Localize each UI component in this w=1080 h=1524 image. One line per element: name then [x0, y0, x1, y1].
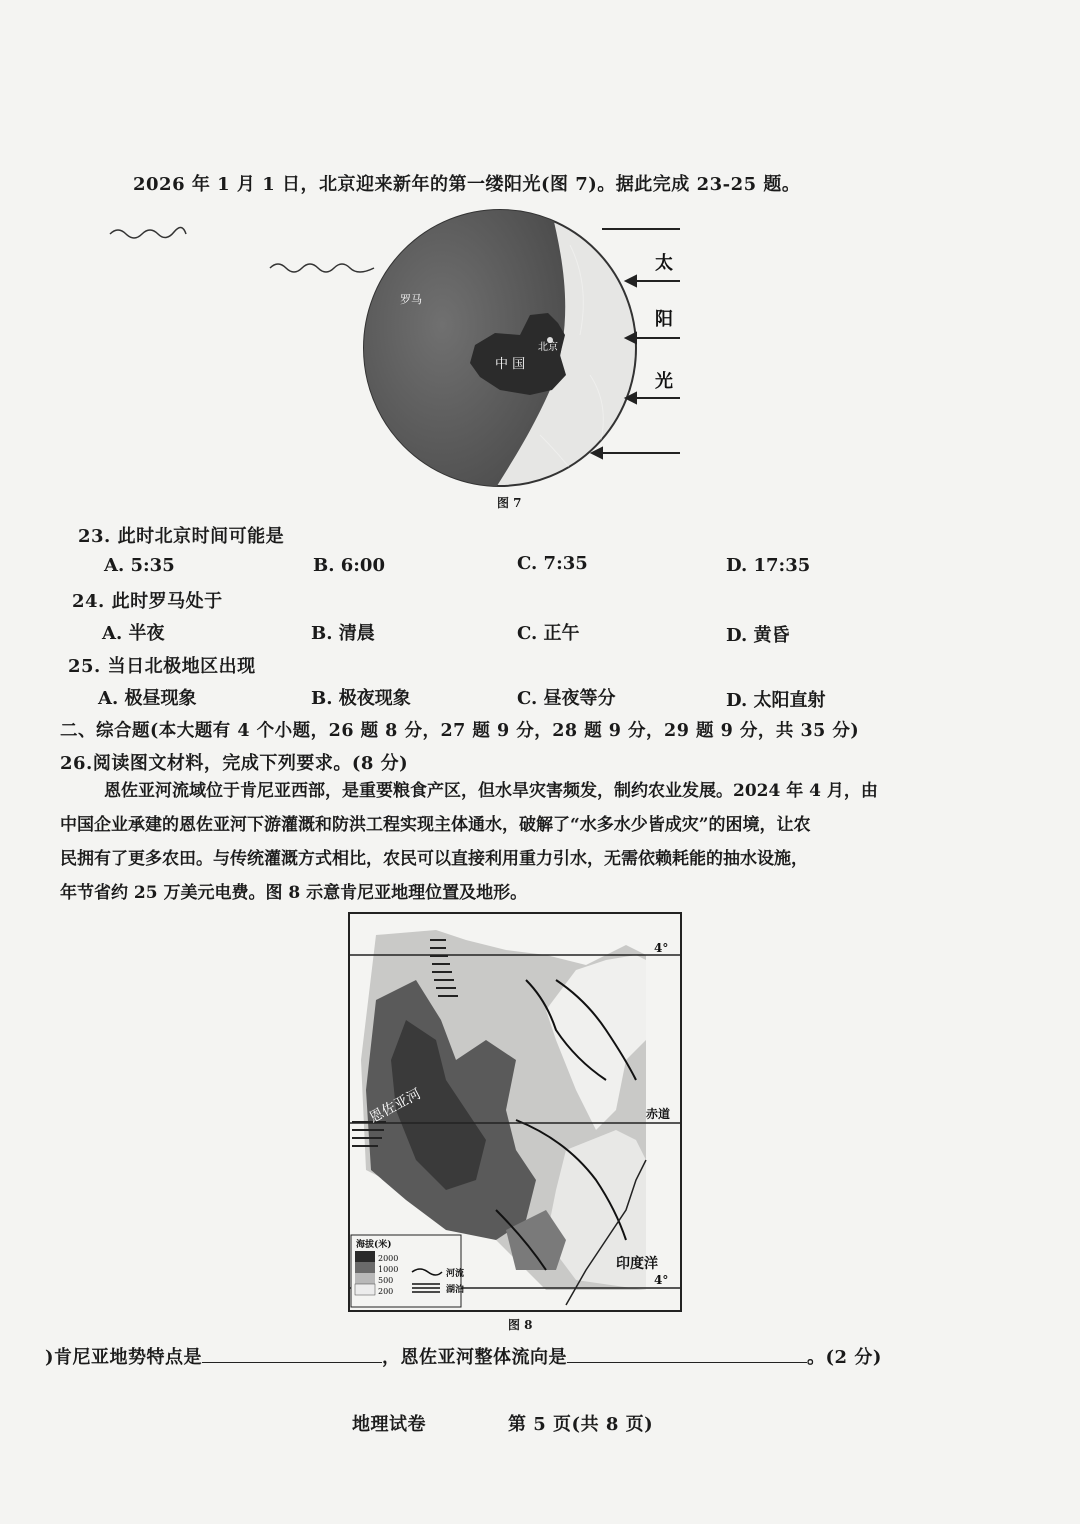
legend-river: 河流: [446, 1269, 465, 1279]
footer-page: 第 5 页(共 8 页): [508, 1414, 654, 1435]
sun-char-2: 阳: [655, 309, 673, 330]
sun-char-1: 太: [655, 253, 673, 274]
legend-level-2: 1000: [378, 1265, 399, 1274]
q23-stem: 23. 此时北京时间可能是: [78, 526, 285, 547]
q26-sub-1-middle: ，恩佐亚河整体流向是: [382, 1347, 568, 1368]
answer-blank-flow[interactable]: [567, 1361, 807, 1363]
q26-paragraph: [60, 774, 980, 910]
footer-subject: 地理试卷: [352, 1414, 426, 1435]
q26-paragraph-line-1: 恩佐亚河流域位于肯尼亚西部，是重要粮食产区，但水旱灾害频发，制约农业发展。2024 年 4 月，由: [104, 781, 878, 801]
q26-paragraph-line-4: 年节省约 25 万美元电费。图 8 示意肯尼亚地理位置及地形。: [60, 883, 528, 903]
legend-lake: 湖泊: [446, 1285, 465, 1295]
ocean-label: 印度洋: [616, 1256, 658, 1272]
section-2-header: 二、综合题(本大题有 4 个小题，26 题 8 分，27 题 9 分，28 题 9 分，29 题 9 分，共 35 分): [60, 721, 860, 741]
equator-label: 赤道: [646, 1107, 671, 1121]
lat-south-label: 4°: [654, 1273, 669, 1287]
figure-8-kenya-map: [346, 910, 686, 1315]
legend-title: 海拔(米): [356, 1240, 392, 1250]
answer-blank-terrain[interactable]: [202, 1361, 382, 1363]
label-rome: 罗马: [400, 293, 422, 306]
map-legend: [351, 1235, 464, 1307]
label-china: 中 国: [495, 357, 526, 372]
q25-option-a: A. 极昼现象: [98, 688, 197, 709]
figure-7-caption: 图 7: [497, 496, 522, 510]
figure-8-caption: 图 8: [508, 1318, 533, 1332]
q26-sub-1-prefix: )肯尼亚地势特点是: [45, 1347, 203, 1368]
q23-option-c: C. 7:35: [517, 553, 588, 574]
q26-paragraph-line-2: 中国企业承建的恩佐亚河下游灌溉和防洪工程实现主体通水，破解了“水多水少皆成灾”的困境，让农: [60, 815, 811, 835]
label-beijing: 北京: [538, 342, 558, 353]
scribble-mark-1: [108, 222, 188, 242]
q24-option-a: A. 半夜: [102, 623, 165, 644]
q26-stem: 26.阅读图文材料，完成下列要求。(8 分): [60, 753, 409, 774]
legend-level-1: 2000: [378, 1254, 399, 1263]
q26-sub-1-suffix: 。(2 分): [807, 1347, 882, 1368]
q23-option-a: A. 5:35: [104, 555, 175, 576]
intro-text: 2026 年 1 月 1 日，北京迎来新年的第一缕阳光(图 7)。据此完成 23-25 题。: [133, 174, 801, 195]
figure-7-globe: [360, 205, 700, 495]
q24-stem: 24. 此时罗马处于: [72, 591, 223, 612]
legend-level-3: 500: [378, 1276, 394, 1285]
river-nzoia-label: 恩佐亚河: [366, 1085, 424, 1127]
q23-option-b: B. 6:00: [313, 555, 385, 576]
q24-option-b: B. 清晨: [311, 623, 375, 644]
q25-option-b: B. 极夜现象: [311, 688, 411, 709]
q24-option-c: C. 正午: [517, 623, 580, 644]
q25-option-c: C. 昼夜等分: [517, 688, 616, 709]
q26-paragraph-line-3: 民拥有了更多农田。与传统灌溉方式相比，农民可以直接利用重力引水，无需依赖耗能的抽水设施，: [60, 849, 808, 869]
legend-level-4: 200: [378, 1287, 394, 1296]
q25-stem: 25. 当日北极地区出现: [68, 656, 256, 677]
q25-option-d: D. 太阳直射: [726, 690, 826, 711]
sun-char-3: 光: [655, 371, 673, 392]
lat-north-label: 4°: [654, 941, 669, 955]
q24-option-d: D. 黄昏: [726, 625, 790, 646]
q26-sub-1: [45, 1343, 882, 1369]
q23-option-d: D. 17:35: [726, 555, 811, 576]
